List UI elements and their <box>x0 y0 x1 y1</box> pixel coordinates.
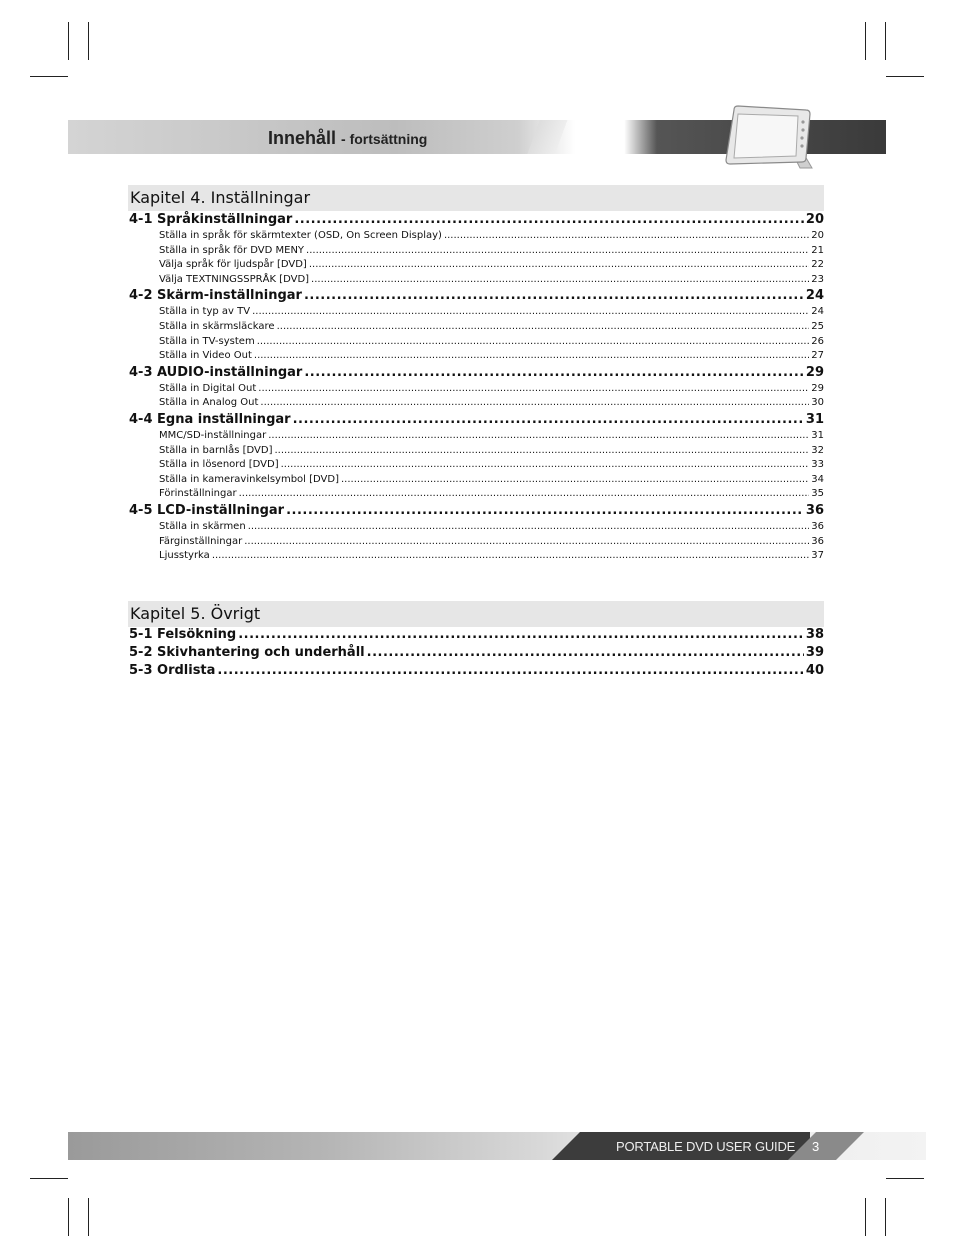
toc-subsection-entry[interactable] <box>128 258 824 273</box>
toc-subsection-entry[interactable] <box>128 396 824 411</box>
chapter-title: Kapitel 4. Inställningar <box>130 188 311 207</box>
toc-section-entry-label: 4-2 Skärm-inställningar <box>129 288 302 304</box>
footer-page-number: 3 <box>812 1139 820 1154</box>
header-slant-decoration <box>512 120 592 154</box>
toc-subsection-entry-page: 29 <box>811 382 824 394</box>
toc-section-entry-page: 40 <box>805 663 824 678</box>
dot-leader <box>341 473 809 488</box>
toc-list <box>128 626 824 680</box>
toc-section-entry-page: 24 <box>805 288 824 304</box>
toc-section-entry-page: 36 <box>805 502 824 518</box>
toc-section-entry[interactable] <box>128 287 824 305</box>
dot-leader <box>311 273 809 288</box>
crop-mark <box>30 1178 68 1179</box>
toc-subsection-entry[interactable] <box>128 535 824 550</box>
toc-subsection-entry[interactable] <box>128 305 824 320</box>
toc-subsection-entry-label: Ställa in TV-system <box>159 335 255 347</box>
dot-leader <box>277 320 810 335</box>
toc-section-entry[interactable] <box>128 626 824 644</box>
dot-leader <box>258 382 809 397</box>
dot-leader <box>254 349 809 364</box>
toc-subsection-entry-page: 36 <box>811 535 824 547</box>
toc-section-entry-label: 5-3 Ordlista <box>129 663 216 678</box>
toc-subsection-entry[interactable] <box>128 549 824 564</box>
toc-section-entry-label: 4-5 LCD-inställningar <box>129 502 285 518</box>
dot-leader <box>293 411 804 429</box>
page-title <box>268 128 427 149</box>
toc-section-entry-label: 5-1 Felsökning <box>129 627 237 642</box>
toc-section-entry[interactable] <box>128 211 824 229</box>
toc-subsection-entry[interactable] <box>128 458 824 473</box>
toc-subsection-entry-page: 36 <box>811 520 824 532</box>
toc-subsection-entry[interactable] <box>128 473 824 488</box>
crop-mark <box>30 76 68 77</box>
toc-section-entry-label: 4-1 Språkinställningar <box>129 212 293 227</box>
dot-leader <box>274 444 809 459</box>
dot-leader <box>260 396 809 411</box>
page-title-main: Innehåll <box>268 128 337 148</box>
toc-section-entry[interactable] <box>128 411 824 429</box>
toc-section-entry-page: 38 <box>805 627 824 642</box>
toc-subsection-entry-page: 33 <box>811 459 824 471</box>
toc-subsection-entry-label: Ställa in barnlås [DVD] <box>159 444 273 456</box>
toc-section-entry-label: 5-2 Skivhantering och underhåll <box>129 645 365 660</box>
toc-section-entry-page: 29 <box>805 364 824 380</box>
dot-leader <box>252 305 809 320</box>
toc-subsection-entry-page: 27 <box>811 350 824 362</box>
crop-mark <box>68 1198 69 1236</box>
toc-section-entry[interactable] <box>128 662 824 680</box>
toc-subsection-entry-page: 32 <box>811 444 824 456</box>
toc-section-entry[interactable] <box>128 502 824 520</box>
dot-leader <box>306 244 809 259</box>
toc-subsection-entry-page: 34 <box>811 473 824 485</box>
toc-subsection-entry-page: 35 <box>811 488 824 500</box>
toc-subsection-entry-page: 21 <box>811 244 824 256</box>
toc-subsection-entry-label: Ställa in skärmsläckare <box>159 320 275 332</box>
dot-leader <box>248 520 810 535</box>
chapter-4 <box>128 185 824 564</box>
toc-subsection-entry-label: Ställa in lösenord [DVD] <box>159 459 279 471</box>
page-title-subtitle: - fortsättning <box>341 131 428 147</box>
toc-subsection-entry[interactable] <box>128 320 824 335</box>
dot-leader <box>268 429 809 444</box>
crop-mark <box>886 76 924 77</box>
toc-section-entry[interactable] <box>128 644 824 662</box>
dot-leader <box>309 258 809 273</box>
chapter-title: Kapitel 5. Övrigt <box>130 604 261 623</box>
toc-section-entry-label: 4-3 AUDIO-inställningar <box>129 364 303 380</box>
toc-subsection-entry[interactable] <box>128 487 824 502</box>
dot-leader <box>281 458 810 473</box>
crop-mark <box>885 1198 886 1236</box>
chapter-heading-bar <box>128 601 824 627</box>
dot-leader <box>238 626 804 644</box>
toc-subsection-entry-label: Välja språk för ljudspår [DVD] <box>159 259 307 271</box>
toc-subsection-entry-label: Ljusstyrka <box>159 550 210 562</box>
toc-subsection-entry-label: Ställa in Digital Out <box>159 382 257 394</box>
crop-mark <box>68 22 69 60</box>
dot-leader <box>444 229 809 244</box>
toc-subsection-entry-page: 25 <box>811 320 824 332</box>
toc-section-entry-label: 4-4 Egna inställningar <box>129 411 291 427</box>
toc-subsection-entry-page: 23 <box>811 273 824 285</box>
toc-subsection-entry-label: Ställa in Video Out <box>159 350 252 362</box>
crop-mark <box>88 1198 89 1236</box>
toc-subsection-entry[interactable] <box>128 382 824 397</box>
toc-subsection-entry-page: 24 <box>811 306 824 318</box>
toc-subsection-entry[interactable] <box>128 444 824 459</box>
toc-subsection-entry[interactable] <box>128 273 824 288</box>
chapter-5 <box>128 601 824 680</box>
chapter-heading-bar <box>128 185 824 211</box>
crop-mark <box>885 22 886 60</box>
toc-subsection-entry-label: Välja TEXTNINGSSPRÅK [DVD] <box>159 273 310 285</box>
footer-guide-label: PORTABLE DVD USER GUIDE <box>616 1139 796 1154</box>
dot-leader <box>244 535 809 550</box>
toc-subsection-entry-label: Färginställningar <box>159 535 243 547</box>
toc-subsection-entry-label: MMC/SD-inställningar <box>159 429 267 441</box>
toc-subsection-entry[interactable] <box>128 349 824 364</box>
crop-mark <box>88 22 89 60</box>
toc-subsection-entry-label: Ställa in Analog Out <box>159 397 259 409</box>
toc-subsection-entry-label: Ställa in kameravinkelsymbol [DVD] <box>159 473 339 485</box>
toc-subsection-entry-page: 22 <box>811 259 824 271</box>
toc-subsection-entry[interactable] <box>128 335 824 350</box>
toc-section-entry-page: 31 <box>805 411 824 427</box>
toc-list <box>128 211 824 564</box>
toc-subsection-entry-page: 30 <box>811 397 824 409</box>
toc-subsection-entry-label: Förinställningar <box>159 488 237 500</box>
toc-subsection-entry[interactable] <box>128 520 824 535</box>
dot-leader <box>212 549 809 564</box>
dot-leader <box>257 335 810 350</box>
toc-subsection-entry-page: 20 <box>811 230 824 241</box>
crop-mark <box>886 1178 924 1179</box>
dot-leader <box>239 487 810 502</box>
dot-leader <box>367 644 804 662</box>
crop-mark <box>865 1198 866 1236</box>
crop-mark <box>865 22 866 60</box>
toc-subsection-entry-page: 26 <box>811 335 824 347</box>
toc-subsection-entry-page: 31 <box>811 429 824 441</box>
toc-subsection-entry-page: 37 <box>811 550 824 562</box>
toc-subsection-entry[interactable] <box>128 244 824 259</box>
dot-leader <box>304 287 804 305</box>
dot-leader <box>294 211 804 229</box>
toc-section-entry-page: 39 <box>805 645 824 660</box>
toc-subsection-entry-label: Ställa in språk för DVD MENY <box>159 244 305 256</box>
toc-section-entry[interactable] <box>128 364 824 382</box>
dot-leader <box>286 502 804 520</box>
toc-subsection-entry-label: Ställa in typ av TV <box>159 306 251 318</box>
toc-subsection-entry[interactable] <box>128 429 824 444</box>
toc-subsection-entry-label: Ställa in språk för skärmtexter (OSD, On Screen Display) <box>159 230 442 241</box>
toc-section-entry-page: 20 <box>805 212 824 227</box>
dot-leader <box>217 662 803 680</box>
portable-dvd-player-icon <box>720 104 820 170</box>
toc-subsection-entry-label: Ställa in skärmen <box>159 520 246 532</box>
dot-leader <box>304 364 804 382</box>
toc-subsection-entry[interactable] <box>128 229 824 244</box>
